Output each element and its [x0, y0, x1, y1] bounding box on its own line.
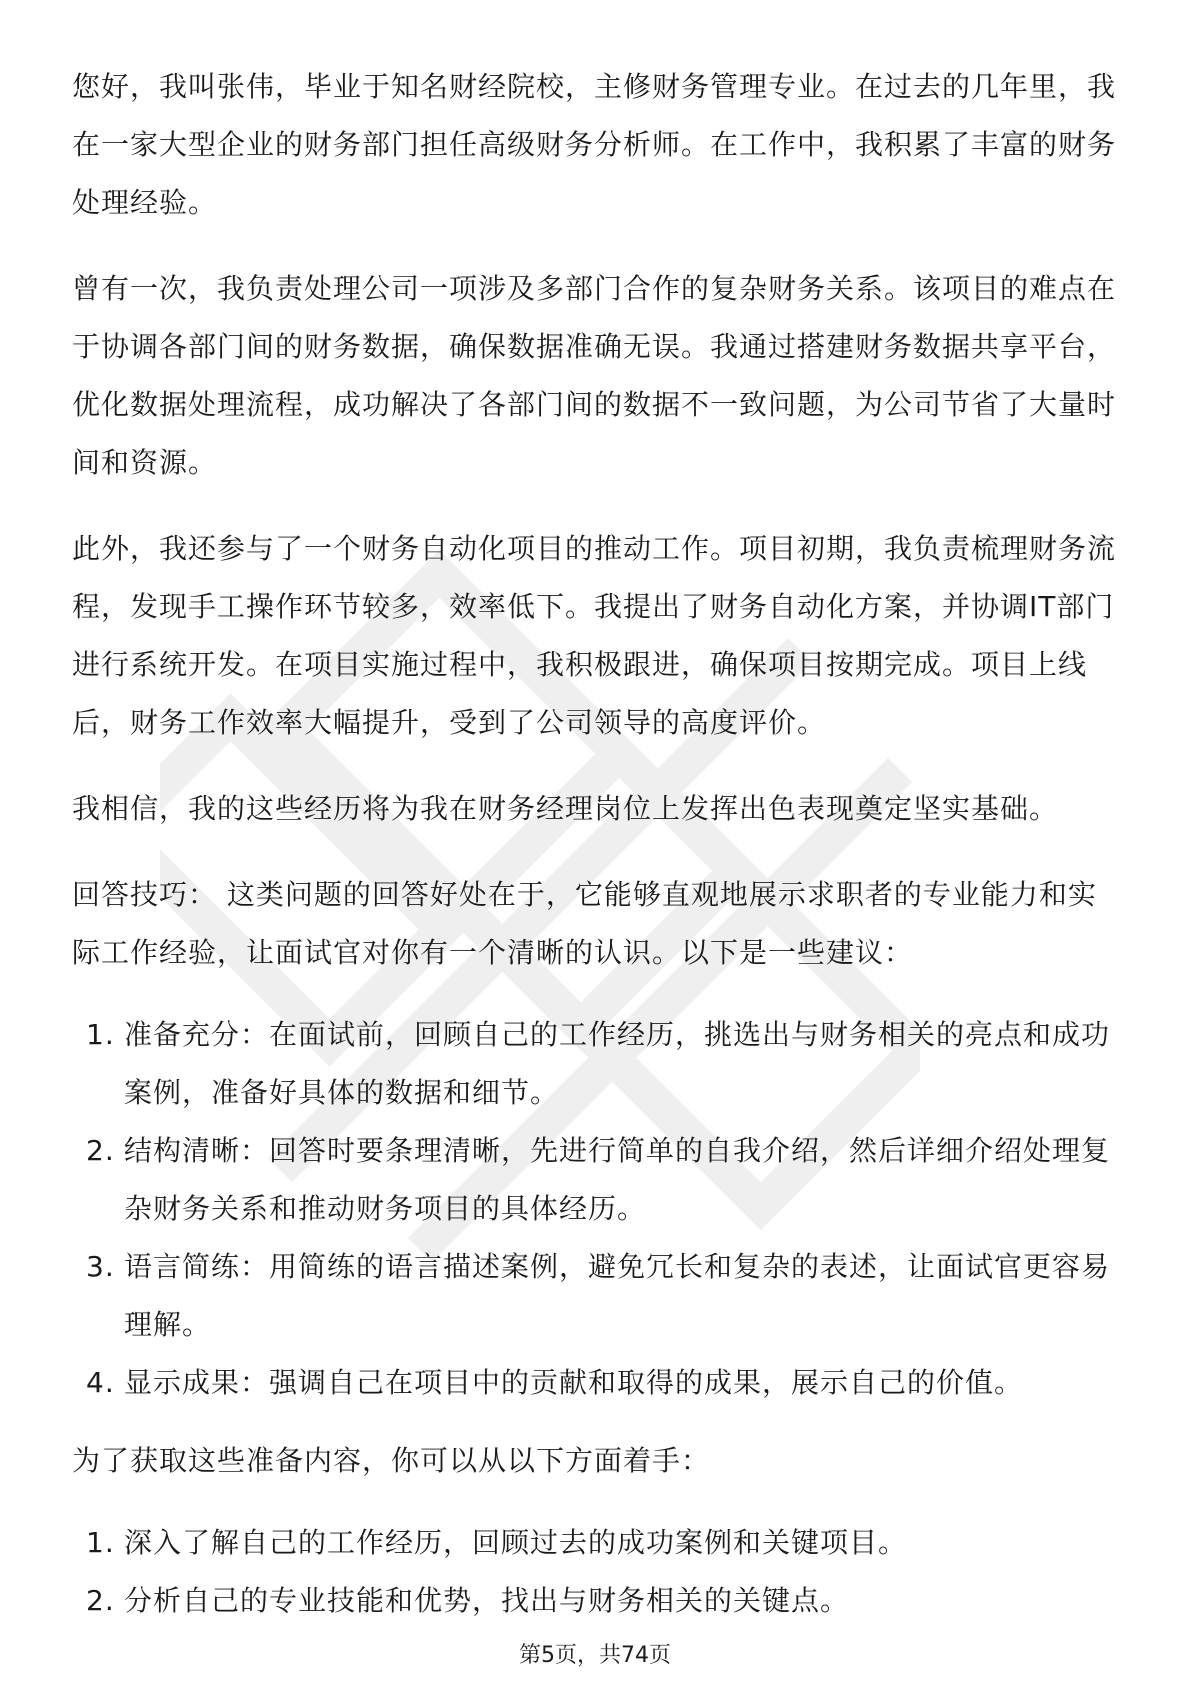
conclusion-paragraph: 我相信，我的这些经历将为我在财务经理岗位上发挥出色表现奠定坚实基础。	[72, 792, 1059, 825]
list-item-number: 1.	[86, 1018, 115, 1051]
list-item	[72, 1354, 1122, 1412]
page-number: 第5页，共74页	[519, 1643, 671, 1668]
answer-tips-intro: 回答技巧： 这类问题的回答好处在于，它能够直观地展示求职者的专业能力和实际工作经验，让面试官对你有一个清晰的认识。以下是一些建议：	[72, 878, 1097, 969]
list-item-text: 显示成果：强调自己在项目中的贡献和取得的成果，展示自己的价值。	[124, 1366, 1024, 1399]
list-item-text: 分析自己的专业技能和优势，找出与财务相关的关键点。	[124, 1584, 850, 1617]
list-item-number: 2.	[86, 1584, 115, 1617]
list-item-text: 语言简练：用简练的语言描述案例，避免冗长和复杂的表述，让面试官更容易理解。	[124, 1250, 1111, 1341]
list-item-text: 结构清晰：回答时要条理清晰，先进行简单的自我介绍，然后详细介绍处理复杂财务关系和推动财务项目的具体经历。	[124, 1134, 1111, 1225]
preparation-intro: 为了获取这些准备内容，你可以从以下方面着手：	[72, 1444, 711, 1477]
list-item-text: 准备充分：在面试前，回顾自己的工作经历，挑选出与财务相关的亮点和成功案例，准备好具体的数据和细节。	[124, 1018, 1111, 1109]
list-item-number: 2.	[86, 1134, 115, 1167]
tips-list	[72, 1006, 1122, 1412]
list-item	[72, 1514, 1122, 1572]
list-item-text: 深入了解自己的工作经历，回顾过去的成功案例和关键项目。	[124, 1526, 908, 1559]
list-item-number: 1.	[86, 1526, 115, 1559]
experience-paragraph: 曾有一次，我负责处理公司一项涉及多部门合作的复杂财务关系。该项目的难点在于协调各部门间的财务数据，确保数据准确无误。我通过搭建财务数据共享平台，优化数据处理流程，成功解决了各部门间的数据不一致问题，为公司节省了大量时间和资源。	[72, 272, 1117, 479]
list-item-number: 3.	[86, 1250, 115, 1283]
preparation-list	[72, 1514, 1122, 1630]
list-item	[72, 1006, 1122, 1122]
list-item	[72, 1572, 1122, 1630]
main-content	[72, 58, 1122, 1650]
list-item	[72, 1238, 1122, 1354]
automation-paragraph: 此外，我还参与了一个财务自动化项目的推动工作。项目初期，我负责梳理财务流程，发现手工操作环节较多，效率低下。我提出了财务自动化方案，并协调IT部门进行系统开发。在项目实施过程中，我积极跟进，确保项目按期完成。项目上线后，财务工作效率大幅提升，受到了公司领导的高度评价。	[72, 532, 1117, 739]
intro-paragraph: 您好，我叫张伟，毕业于知名财经院校，主修财务管理专业。在过去的几年里，我在一家大型企业的财务部门担任高级财务分析师。在工作中，我积累了丰富的财务处理经验。	[72, 70, 1117, 219]
list-item-number: 4.	[86, 1366, 115, 1399]
list-item	[72, 1122, 1122, 1238]
